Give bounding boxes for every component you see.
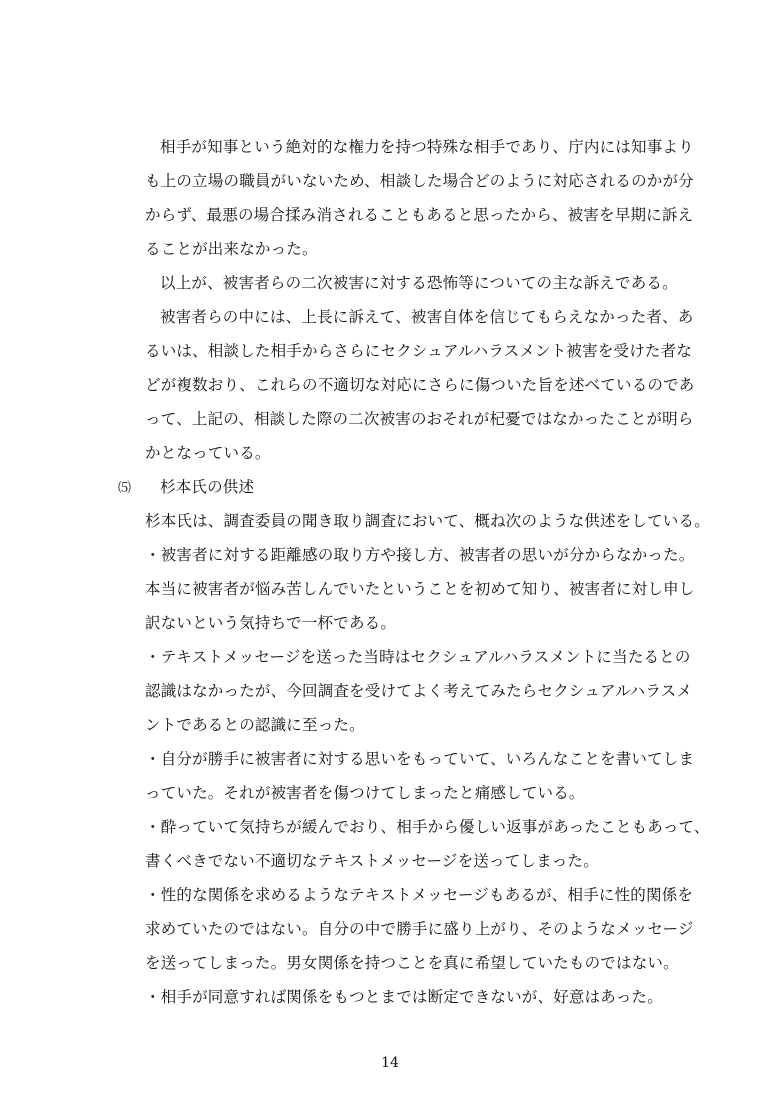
statement-item-line: 求めていたのではない。自分の中で勝手に盛り上がり、そのようなメッセージ [145,920,694,938]
statement-item-line: を送ってしまった。男女関係を持つことを真に希望していたものではない。 [145,954,679,972]
statement-item-line: 訳ないという気持ちで一杯である。 [145,614,397,632]
text-line: どが複数おり、これらの不適切な対応にさらに傷ついた旨を述べているのであ [145,376,695,394]
text-line: も上の立場の職員がいないため、相談した場合どのように対応されるのかが分 [145,172,694,190]
statement-item-line: 認識はなかったが、今回調査を受けてよく考えてみたらセクシュアルハラスメ [145,682,693,700]
statement-item-line: ・性的な関係を求めるようなテキストメッセージもあるが、相手に性的関係を [145,886,694,904]
text-line: って、上記の、相談した際の二次被害のおそれが杞憂ではなかったことが明ら [145,410,694,428]
text-line: ることが出来なかった。 [145,240,318,258]
statement-intro: 杉本氏は、調査委員の聞き取り調査において、概ね次のような供述をしている。 [145,512,710,530]
statement-item-line: 書くべきでない不適切なテキストメッセージを送ってしまった。 [145,852,599,870]
text-line: 以上が、被害者らの二次被害に対する恐怖等についての主な訴えである。 [160,274,678,292]
statement-item-line: 本当に被害者が悩み苦しんでいたということを初めて知り、被害者に対し申し [145,580,695,598]
statement-item-line: ・被害者に対する距離感の取り方や接し方、被害者の思いが分からなかった。 [145,546,695,564]
section-number: ⑸ [118,481,132,496]
statement-item-line: ・酔っていて気持ちが緩んでおり、相手から優しい返事があったこともあって、 [145,818,710,836]
text-line: 被害者らの中には、上長に訴えて、被害自体を信じてもらえなかった者、あ [160,308,694,326]
page-number: 14 [381,1055,399,1071]
statement-item-line: っていた。それが被害者を傷つけてしまったと痛感している。 [145,784,585,802]
statement-item-line: ントであるとの認識に至った。 [145,716,365,734]
body-text [118,130,715,1014]
statement-item-line: ・相手が同意すれば関係をもつとまでは断定できないが、好意はあった。 [145,988,663,1006]
text-line: るいは、相談した相手からさらにセクシュアルハラスメント被害を受けた者な [145,342,693,360]
statement-item-line: ・自分が勝手に被害者に対する思いをもっていて、いろんなことを書いてしま [145,750,695,768]
text-line: かとなっている。 [145,444,271,462]
section-title: 杉本氏の供述 [160,478,255,496]
statement-item-line: ・テキストメッセージを送った当時はセクシュアルハラスメントに当たるとの [145,648,691,666]
text-line: からず、最悪の場合揉み消されることもあると思ったから、被害を早期に訴え [145,206,694,224]
section-heading [118,470,715,504]
text-line: 相手が知事という絶対的な権力を持つ特殊な相手であり、庁内には知事より [160,138,694,156]
